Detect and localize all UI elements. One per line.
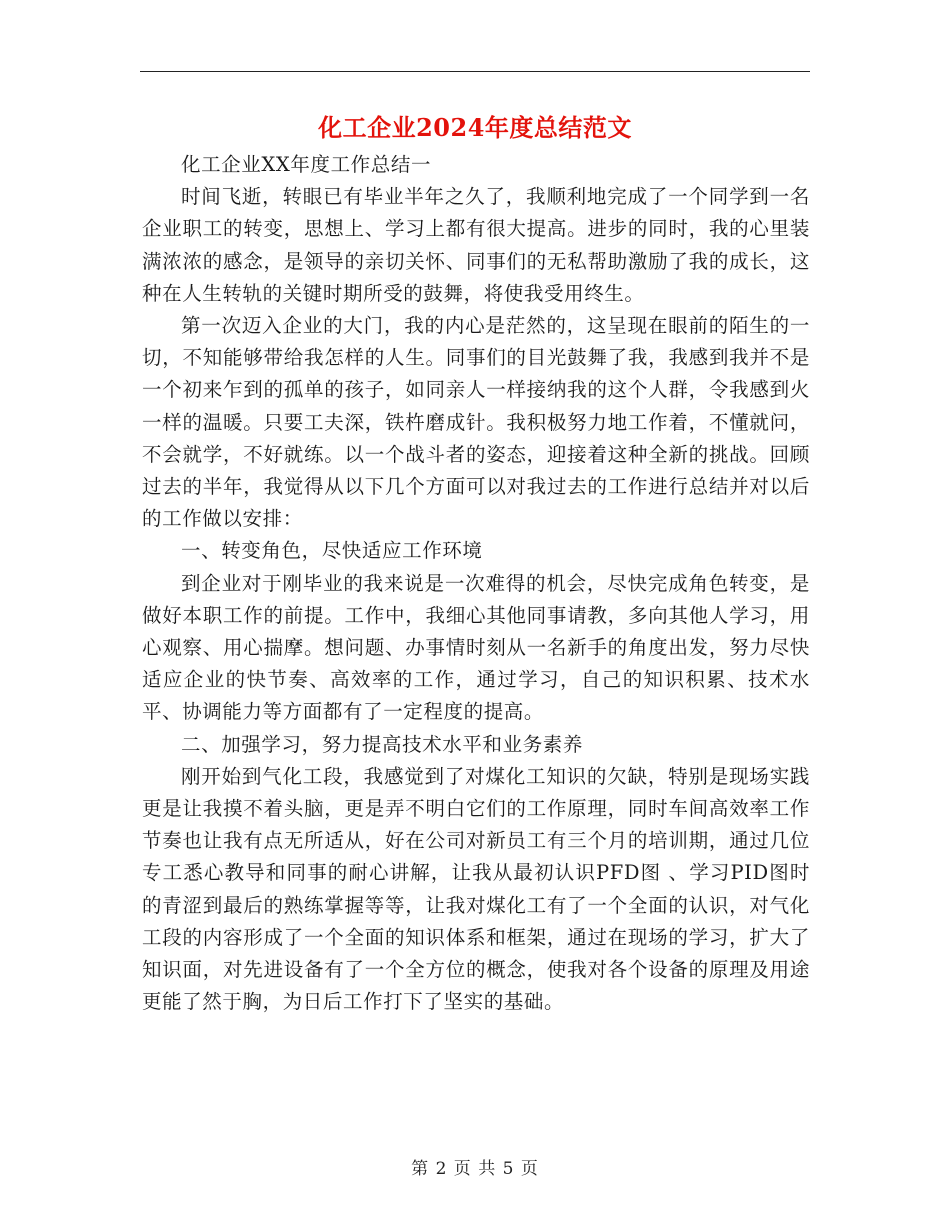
- document-title: 化工企业2024年度总结范文: [318, 113, 632, 142]
- page-number-footer: 第 2 页 共 5 页: [411, 1159, 539, 1179]
- header-rule: [140, 71, 810, 72]
- paragraph: 刚开始到气化工段，我感觉到了对煤化工知识的欠缺，特别是现场实践更是让我摸不着头脑，更是弄不明白它们的工作原理，同时车间高效率工作节奏也让我有点无所适从，好在公司对新员工有三个月的培训期，通过几位专工悉心教导和同事的耐心讲解，让我从最初认识PFD图 、学习PID图时的青涩到最后的熟练掌握等等，让我对煤化工有了一个全面的认识，对气化工段的内容形成了一个全面的知识体系和框架，通过在现场的学习，扩大了知识面，对先进设备有了一个全方位的概念，使我对各个设备的原理及用途更能了然于胸，为日后工作打下了坚实的基础。: [142, 764, 810, 1014]
- paragraph: 时间飞逝，转眼已有毕业半年之久了，我顺利地完成了一个同学到一名企业职工的转变，思想上、学习上都有很大提高。进步的同时，我的心里装满浓浓的感念，是领导的亲切关怀、同事们的无私帮助激励了我的成长，这种在人生转轨的关键时期所受的鼓舞，将使我受用终生。: [142, 185, 810, 305]
- paragraph: 第一次迈入企业的大门，我的内心是茫然的，这呈现在眼前的陌生的一切，不知能够带给我怎样的人生。同事们的目光鼓舞了我，我感到我并不是一个初来乍到的孤单的孩子，如同亲人一样接纳我的这个人群，令我感到火一样的温暖。只要工夫深，铁杵磨成针。我积极努力地工作着，不懂就问，不会就学，不好就练。以一个战斗者的姿态，迎接着这种全新的挑战。回顾过去的半年，我觉得从以下几个方面可以对我过去的工作进行总结并对以后的工作做以安排：: [142, 314, 810, 531]
- section-heading: 二、加强学习，努力提高技术水平和业务素养: [181, 732, 584, 756]
- paragraph-subtitle: 化工企业XX年度工作总结一: [181, 153, 432, 176]
- section-heading: 一、转变角色，尽快适应工作环境: [181, 539, 483, 563]
- document-body: [142, 149, 810, 1018]
- paragraph: 到企业对于刚毕业的我来说是一次难得的机会，尽快完成角色转变，是做好本职工作的前提。工作中，我细心其他同事请教，多向其他人学习，用心观察、用心揣摩。想问题、办事情时刻从一名新手的角度出发，努力尽快适应企业的快节奏、高效率的工作，通过学习，自己的知识积累、技术水平、协调能力等方面都有了一定程度的提高。: [142, 571, 810, 724]
